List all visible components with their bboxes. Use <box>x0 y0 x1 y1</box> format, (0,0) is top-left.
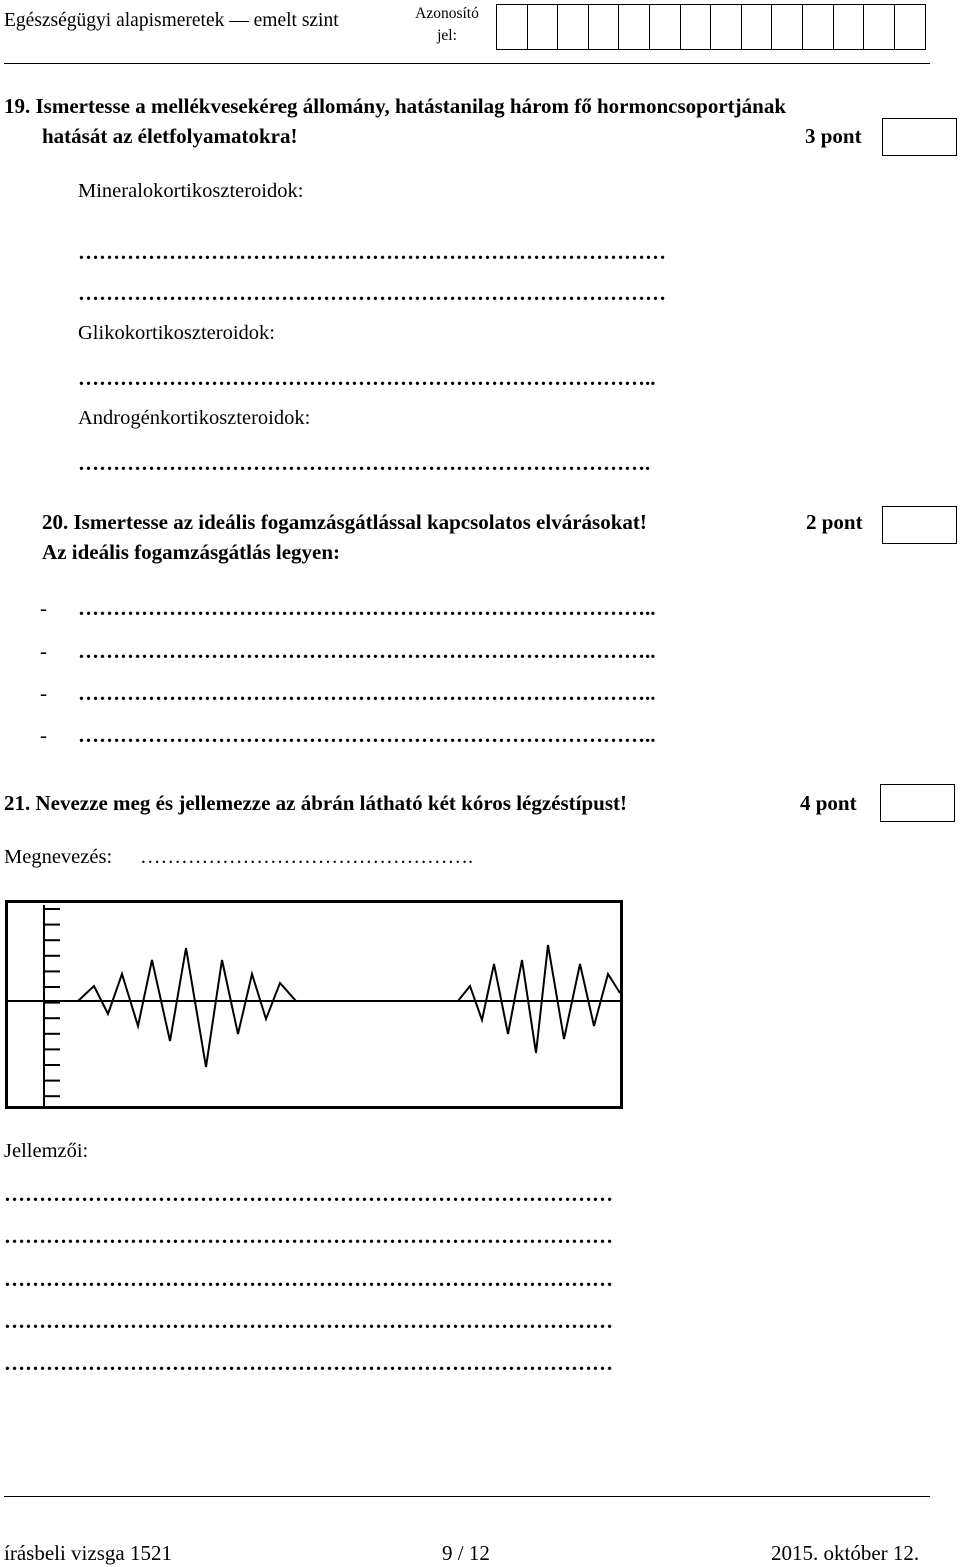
answer-line[interactable]: …………………………………………………………………………… <box>4 1224 613 1248</box>
q19-line1: 19. Ismertesse a mellékvesekéreg állomány, hatástanilag három fő hormoncsoportjának <box>4 94 787 118</box>
q19-score-box[interactable] <box>882 118 957 156</box>
q20-points: 2 pont <box>806 510 863 534</box>
header-title: Egészségügyi alapismeretek — emelt szint <box>4 10 339 31</box>
answer-line[interactable]: ……………………………………………………………………….. <box>78 723 656 747</box>
id-cell[interactable] <box>864 5 895 49</box>
id-cell[interactable] <box>650 5 681 49</box>
footer-date: 2015. október 12. <box>771 1541 920 1565</box>
id-cell[interactable] <box>803 5 834 49</box>
footer-rule <box>4 1496 930 1497</box>
answer-line[interactable]: …………………………………………………………………………… <box>4 1182 613 1206</box>
id-cell[interactable] <box>528 5 559 49</box>
bullet: - <box>40 681 47 705</box>
q21-points: 4 pont <box>800 791 857 815</box>
id-cell[interactable] <box>895 5 926 49</box>
id-cell[interactable] <box>619 5 650 49</box>
q19-points: 3 pont <box>805 124 862 148</box>
q20-score-box[interactable] <box>882 506 957 544</box>
answer-line[interactable]: ………………………………………………………………………… <box>78 281 666 305</box>
breathing-waveform <box>78 945 620 1067</box>
id-cell[interactable] <box>834 5 865 49</box>
q19-label-mineral: Mineralokortikoszteroidok: <box>78 180 304 202</box>
breathing-diagram <box>5 900 623 1109</box>
answer-line[interactable]: ………………………………………………………………………. <box>78 451 651 475</box>
id-label <box>402 3 492 47</box>
answer-line[interactable]: …………………………………………………………………………… <box>4 1309 613 1333</box>
q21-label-traits: Jellemzői: <box>4 1140 89 1162</box>
q19-label-andro: Androgénkortikoszteroidok: <box>78 407 311 429</box>
answer-line[interactable]: …………………………………………. <box>140 846 474 868</box>
bullet: - <box>40 596 47 620</box>
id-cell[interactable] <box>772 5 803 49</box>
header-rule <box>4 63 930 64</box>
bullet: - <box>40 639 47 663</box>
q21-label-name: Megnevezés: <box>4 846 113 868</box>
answer-line[interactable]: …………………………………………………………………………… <box>4 1267 613 1291</box>
id-cell[interactable] <box>497 5 528 49</box>
id-cell[interactable] <box>742 5 773 49</box>
q19-label-gluco: Glikokortikoszteroidok: <box>78 322 276 344</box>
answer-line[interactable]: ……………………………………………………………………….. <box>78 366 656 390</box>
id-cell[interactable] <box>558 5 589 49</box>
footer-exam-label: írásbeli vizsga 1521 <box>4 1541 172 1565</box>
id-label-line1: Azonosító <box>415 5 479 22</box>
footer-page-number: 9 / 12 <box>442 1541 490 1565</box>
q21-score-box[interactable] <box>880 784 955 822</box>
answer-line[interactable]: ……………………………………………………………………….. <box>78 596 656 620</box>
q20-line2: Az ideális fogamzásgátlás legyen: <box>42 540 341 564</box>
id-label-line2: jel: <box>437 27 457 44</box>
bullet: - <box>40 723 47 747</box>
id-input-grid[interactable] <box>496 4 926 50</box>
id-cell[interactable] <box>681 5 712 49</box>
q21-line1: 21. Nevezze meg és jellemezze az ábrán látható két kóros légzéstípust! <box>4 791 628 815</box>
answer-line[interactable]: ………………………………………………………………………… <box>78 240 666 264</box>
id-cell[interactable] <box>589 5 620 49</box>
axis-ticks <box>44 909 60 1096</box>
q19-line2: hatását az életfolyamatokra! <box>42 124 298 148</box>
breathing-waveform-svg <box>8 903 620 1106</box>
answer-line[interactable]: ……………………………………………………………………….. <box>78 639 656 663</box>
q20-line1: 20. Ismertesse az ideális fogamzásgátlással kapcsolatos elvárásokat! <box>42 510 647 534</box>
answer-line[interactable]: ……………………………………………………………………….. <box>78 681 656 705</box>
answer-line[interactable]: …………………………………………………………………………… <box>4 1351 613 1375</box>
id-cell[interactable] <box>711 5 742 49</box>
